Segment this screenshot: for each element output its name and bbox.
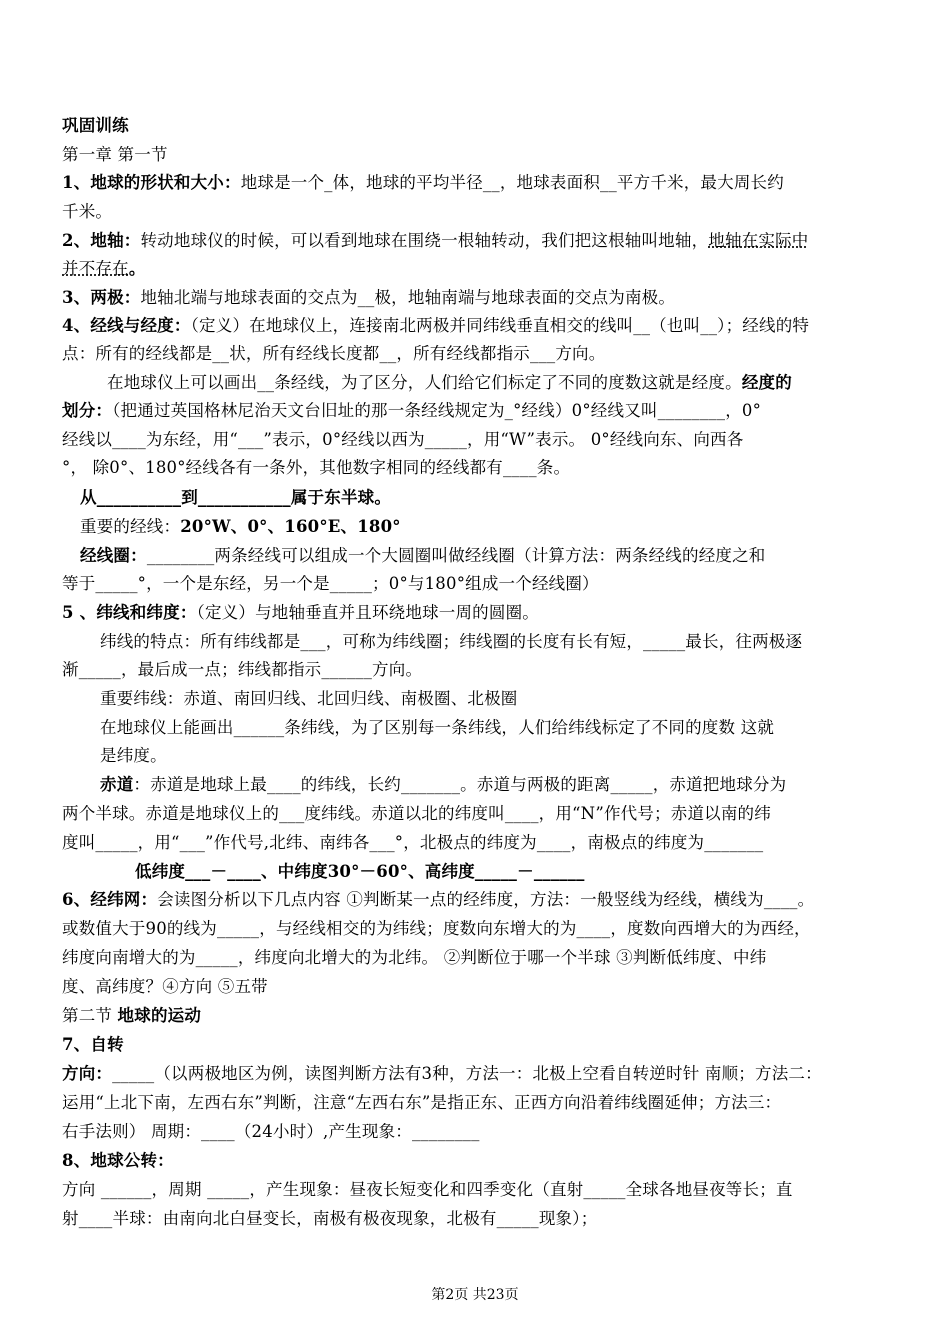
q4-p2b: （把通过英国格林尼治天文台旧址的那一条经线规定为_°经线）0°经线又叫________，0° <box>112 401 762 420</box>
q1-continuation: 千米。 <box>62 202 113 221</box>
q5-text: （定义）与地轴垂直并且环绕地球一周的圆圈。 <box>196 603 539 622</box>
q4-p2b-bold: 划分： <box>62 401 113 420</box>
q5-label: 5 、纬线和纬度： <box>62 603 197 622</box>
q4-circle-text: ________两条经线可以组成一个大圆圈叫做经线圈（计算方法：两条经线的经度之和 <box>146 546 766 565</box>
q6-line-4: 度、高纬度？④方向 ⑤五带 <box>62 977 268 996</box>
q7-heading: 7、自转 <box>62 1035 124 1054</box>
q2-end: 。 <box>128 259 146 278</box>
q4-important-meridians <box>80 516 920 538</box>
q3-label: 3、两极： <box>62 288 141 307</box>
q7-direction-label: 方向： <box>62 1064 113 1083</box>
q5-equator-text: ：赤道是地球上最____的纬线，长约_______。赤道与两极的距离_____，赤道把地球分为 <box>133 775 787 794</box>
page-footer: 第2页 共23页 <box>431 1287 519 1303</box>
q5-features-continuation: 渐_____，最后成一点；纬线都指示______方向。 <box>62 660 423 679</box>
section-2-heading-plain: 第二节 <box>62 1006 118 1025</box>
q2-line <box>62 230 902 252</box>
q4-circle-continuation: 等于_____°，一个是东经，另一个是_____；0°与180°组成一个经线圈） <box>62 574 599 593</box>
q5-equator-label: 赤道 <box>100 775 134 794</box>
q4-paragraph-2 <box>107 372 947 394</box>
q6-line-2: 或数值大于90的线为_____，与经线相交的为纬线；度数向东增大的为____，度数向西增大的为西经， <box>62 919 811 938</box>
q4-p2a-bold: 经度的 <box>741 373 792 392</box>
q1-text: 地球是一个_体，地球的平均半径__，地球表面积__平方千米，最大周长约 <box>240 173 784 192</box>
q7-direction-text: _____（以两极地区为例，读图判断方法有3种，方法一：北极上空看自转逆时针 南顺；方法二： <box>112 1064 822 1083</box>
q6-line <box>62 889 902 911</box>
q5-draw: 在地球仪上能画出______条纬线，为了区别每一条纬线，人们给纬线标定了不同的度数 这就 <box>100 718 775 737</box>
q5-equator-2: 两个半球。赤道是地球仪上的___度纬线。赤道以北的纬度叫____，用“N”作代号；赤道以南的纬 <box>62 804 771 823</box>
q3-line <box>62 287 902 309</box>
q2-label: 2、地轴： <box>62 231 141 250</box>
q7-line-2: 运用“上北下南，左西右东”判断，注意“左西右东”是指正东、正西方向沿着纬线圈延伸；方法三： <box>62 1093 782 1112</box>
q8-line-1: 方向 ______，周期 _____，产生现象：昼夜长短变化和四季变化（直射_____全球各地昼夜等长；直 <box>62 1180 793 1199</box>
chapter-heading: 第一章 第一节 <box>62 145 168 164</box>
q4-line <box>62 315 902 337</box>
q4-imp-label: 重要的经线： <box>80 517 181 536</box>
q5-latitude-zones: 低纬度___－____、中纬度30°－60°、高纬度_____－______ <box>135 862 585 881</box>
q4-meridian-circle <box>80 545 920 567</box>
q4-paragraph-2d: °， 除0°、180°经线各有一条外，其他数字相同的经线都有____条。 <box>62 458 571 477</box>
q3-text: 地轴北端与地球表面的交点为__极，地轴南端与地球表面的交点为南极。 <box>140 288 676 307</box>
q8-line-2: 射____半球：由南向北白昼变长，南极有极夜现象，北极有_____现象）； <box>62 1209 598 1228</box>
q6-label: 6、经纬网： <box>62 890 158 909</box>
q5-draw-continuation: 是纬度。 <box>100 746 167 765</box>
section-2-heading-bold: 地球的运动 <box>117 1006 202 1025</box>
q1-label: 1、地球的形状和大小： <box>62 173 241 192</box>
q5-equator-3: 度叫_____，用“___”作代号,北纬、南纬各___°，北极点的纬度为____，南极点的纬度为_______ <box>62 833 764 852</box>
q4-continuation: 点：所有的经线都是__状，所有经线长度都__，所有经线都指示___方向。 <box>62 344 606 363</box>
q4-p2a: 在地球仪上可以画出__条经线，为了区分，人们给它们标定了不同的度数这就是经度。 <box>107 373 742 392</box>
q8-heading: 8、地球公转： <box>62 1151 174 1170</box>
q4-imp-vals: 20°W、0°、160°E、180° <box>180 517 401 536</box>
q4-paragraph-2b <box>62 400 902 422</box>
q1-line <box>62 172 902 194</box>
q4-label: 4、经线与经度： <box>62 316 191 335</box>
q5-equator <box>100 774 940 796</box>
page-title: 巩固训练 <box>62 116 129 135</box>
q7-line-3: 右手法则） 周期：____（24小时）,产生现象：________ <box>62 1122 480 1141</box>
q7-direction <box>62 1063 902 1085</box>
q5-important-parallels: 重要纬线：赤道、南回归线、北回归线、南极圈、北极圈 <box>100 689 518 708</box>
section-2-heading <box>62 1005 902 1027</box>
q2-underlined-a: 地轴在实际中 <box>708 231 809 250</box>
q2-underlined-b: 并不存在 <box>62 259 129 278</box>
q6-line-3: 纬度向南增大的为_____，纬度向北增大的为北纬。 ②判断位于哪一个半球 ③判断低纬度、中纬 <box>62 948 767 967</box>
q4-east-hemisphere: 从__________到___________属于东半球。 <box>80 488 392 507</box>
q5-features: 纬线的特点：所有纬线都是___，可称为纬线圈；纬线圈的长度有长有短，_____最长，往两极逐 <box>100 632 803 651</box>
q2-text: 转动地球仪的时候，可以看到地球在围绕一根轴转动，我们把这根轴叫地轴， <box>140 231 709 250</box>
q6-text: 会读图分析以下几点内容 ①判断某一点的经纬度，方法：一般竖线为经线，横线为____。 <box>157 890 815 909</box>
q4-text: （定义）在地球仪上，连接南北两极并同纬线垂直相交的线叫__（也叫__）；经线的特 <box>190 316 810 335</box>
q2-continuation <box>62 258 902 280</box>
q4-circle-label: 经线圈： <box>80 546 147 565</box>
q4-paragraph-2c: 经线以____为东经，用“___”表示，0°经线以西为_____，用“W”表示。 0°经线向东、向西各 <box>62 430 744 449</box>
q5-line <box>62 602 902 624</box>
